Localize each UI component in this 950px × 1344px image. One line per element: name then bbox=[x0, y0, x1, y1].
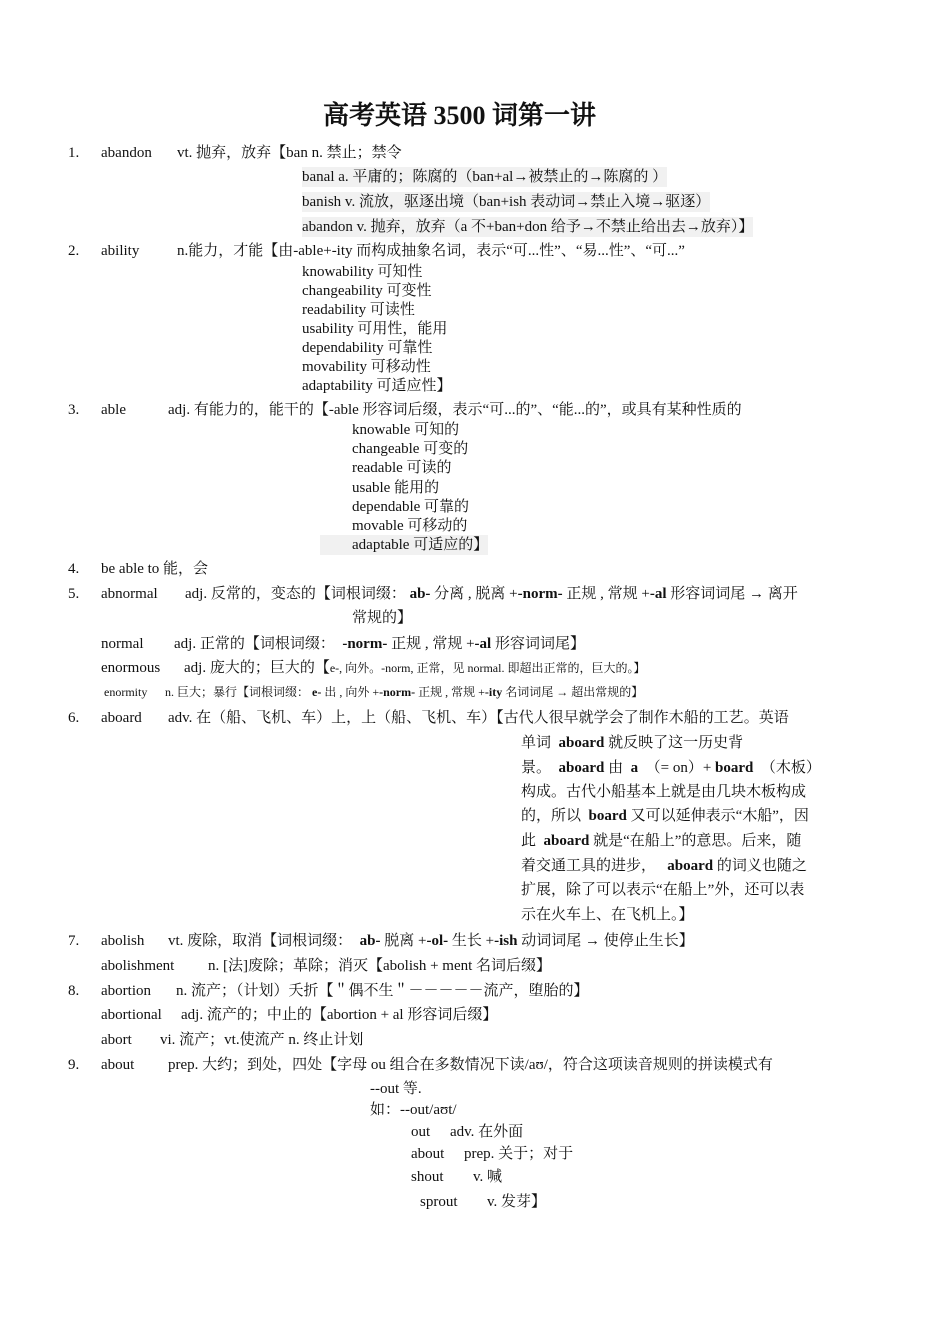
definition-continued: 常规的】 bbox=[352, 610, 413, 626]
entry-definition: vt. 废除，取消【词根词缀： ab- 脱离 +-ol- 生长 +-ish 动词词尾 → 使停止生长】 bbox=[168, 933, 694, 949]
entry-definition: adj. 反常的，变态的【词根词缀： ab- 分离 , 脱离 +-norm- 正规 , 常规 +-al 形容词词尾 → 离开 bbox=[185, 586, 798, 602]
sub-definition: n. 巨大；暴行【词根词缀： e- 出 , 向外 +-norm- 正规 , 常规 +-ity 名词词尾 → 超出常规的】 bbox=[165, 685, 644, 699]
derivative-line: adaptability 可适应性】 bbox=[302, 378, 452, 394]
entry-definition: vt. 抛弃，放弃【ban n. 禁止；禁令 bbox=[177, 145, 402, 161]
derivative-line: usable 能用的 bbox=[352, 480, 440, 496]
entry-definition: n. 流产；（计划）夭折【＂偶不生＂－－－－－流产，堕胎的】 bbox=[176, 983, 589, 999]
example-word: about bbox=[411, 1146, 445, 1162]
derivative-line: banish v. 流放，驱逐出境（ban+ish 表动词→禁止入境→驱逐） bbox=[302, 194, 711, 210]
entry-number: 2. bbox=[68, 243, 80, 259]
entry-number: 9. bbox=[68, 1057, 80, 1073]
derivative-line: readable 可读的 bbox=[352, 460, 452, 476]
sub-word: normal bbox=[101, 636, 144, 652]
sub-word: abolishment bbox=[101, 958, 175, 974]
definition-continued: 的，所以 board 又可以延伸表示“木船”，因 bbox=[521, 808, 809, 824]
entry-number: 5. bbox=[68, 586, 80, 602]
derivative-line: movable 可移动的 bbox=[352, 518, 468, 534]
definition-continued: 着交通工具的进步， aboard 的词义也随之 bbox=[521, 858, 807, 874]
definition-continued: 扩展，除了可以表示“在船上”外，还可以表 bbox=[521, 882, 805, 898]
example-definition: v. 喊 bbox=[473, 1169, 503, 1185]
derivative-line: abandon v. 抛弃，放弃（a 不+ban+don 给予→不禁止给出去→放弃）】 bbox=[302, 219, 754, 235]
example-word: out bbox=[411, 1124, 431, 1140]
example-word: sprout bbox=[420, 1194, 458, 1210]
derivative-line: knowable 可知的 bbox=[352, 422, 460, 438]
entry-number: 6. bbox=[68, 710, 80, 726]
sub-definition: adj. 庞大的；巨大的【e-, 向外。-norm, 正常，见 normal. 即超出正常的，巨大的。】 bbox=[184, 660, 646, 676]
definition-continued: 景。 aboard 由 a （= on）+ board （木板） bbox=[521, 760, 821, 776]
sub-word: abortional bbox=[101, 1007, 162, 1023]
definition-continued: 此 aboard 就是“在船上”的意思。后来，随 bbox=[521, 833, 802, 849]
entry-definition: adj. 有能力的，能干的【-able 形容词后缀，表示“可...的”、“能...的”，或具有某种性质的 bbox=[168, 402, 742, 418]
sub-word: enormous bbox=[101, 660, 161, 676]
example-word: shout bbox=[411, 1169, 444, 1185]
sub-definition: adj. 正常的【词根词缀： -norm- 正规 , 常规 +-al 形容词词尾】 bbox=[174, 636, 585, 652]
derivative-line: knowability 可知性 bbox=[302, 264, 423, 280]
sub-definition: vi. 流产；vt.使流产 n. 终止计划 bbox=[160, 1032, 364, 1048]
definition-continued: 构成。古代小船基本上就是由几块木板构成 bbox=[521, 784, 807, 800]
example-definition: prep. 关于；对于 bbox=[464, 1146, 574, 1162]
derivative-line: movability 可移动性 bbox=[302, 359, 431, 375]
example-definition: adv. 在外面 bbox=[450, 1124, 524, 1140]
derivative-line: dependability 可靠性 bbox=[302, 340, 433, 356]
sub-word: abort bbox=[101, 1032, 132, 1048]
derivative-line: usability 可用性，能用 bbox=[302, 321, 448, 337]
derivative-line: dependable 可靠的 bbox=[352, 499, 470, 515]
entry-word: abolish bbox=[101, 933, 145, 949]
sub-word: enormity bbox=[104, 685, 148, 699]
derivative-line: banal a. 平庸的；陈腐的（ban+al→被禁止的→陈腐的 ） bbox=[302, 169, 668, 185]
entry-number: 4. bbox=[68, 561, 80, 577]
definition-continued: 示在火车上、在飞机上。】 bbox=[521, 907, 694, 923]
derivative-line: changeable 可变的 bbox=[352, 441, 469, 457]
entry-word: aboard bbox=[101, 710, 142, 726]
entry-word: about bbox=[101, 1057, 135, 1073]
entry-number: 1. bbox=[68, 145, 80, 161]
definition-continued: 单词 aboard 就反映了这一历史背 bbox=[521, 735, 744, 751]
definition-continued: --out 等. bbox=[370, 1081, 422, 1097]
entry-number: 8. bbox=[68, 983, 80, 999]
entry-word: abnormal bbox=[101, 586, 158, 602]
derivative-line: changeability 可变性 bbox=[302, 283, 432, 299]
entry-word: abandon bbox=[101, 145, 152, 161]
sub-definition: n. [法]废除；革除；消灭【abolish + ment 名词后缀】 bbox=[208, 958, 552, 974]
entry-word: abortion bbox=[101, 983, 151, 999]
definition-continued: 如：--out/aʊt/ bbox=[370, 1102, 457, 1118]
sub-definition: adj. 流产的；中止的【abortion + al 形容词后缀】 bbox=[181, 1007, 498, 1023]
entry-definition: adv. 在（船、飞机、车）上，上（船、飞机、车）【古代人很早就学会了制作木船的工艺。英语 bbox=[168, 710, 789, 726]
derivative-line: adaptable 可适应的】 bbox=[320, 535, 488, 555]
entry-number: 3. bbox=[68, 402, 80, 418]
example-definition: v. 发芽】 bbox=[487, 1194, 547, 1210]
entry-word: ability bbox=[101, 243, 140, 259]
entry-definition: n.能力，才能【由-able+-ity 而构成抽象名词，表示“可...性”、“易...性”、“可...” bbox=[177, 243, 685, 259]
derivative-line: readability 可读性 bbox=[302, 302, 415, 318]
entry-definition: prep. 大约；到处，四处【字母 ou 组合在多数情况下读/aʊ/，符合这项读音规则的拼读模式有 bbox=[168, 1057, 773, 1073]
entry-text: be able to 能，会 bbox=[101, 561, 209, 577]
page-title: 高考英语 3500 词第一讲 bbox=[323, 101, 597, 130]
entry-number: 7. bbox=[68, 933, 80, 949]
entry-word: able bbox=[101, 402, 126, 418]
